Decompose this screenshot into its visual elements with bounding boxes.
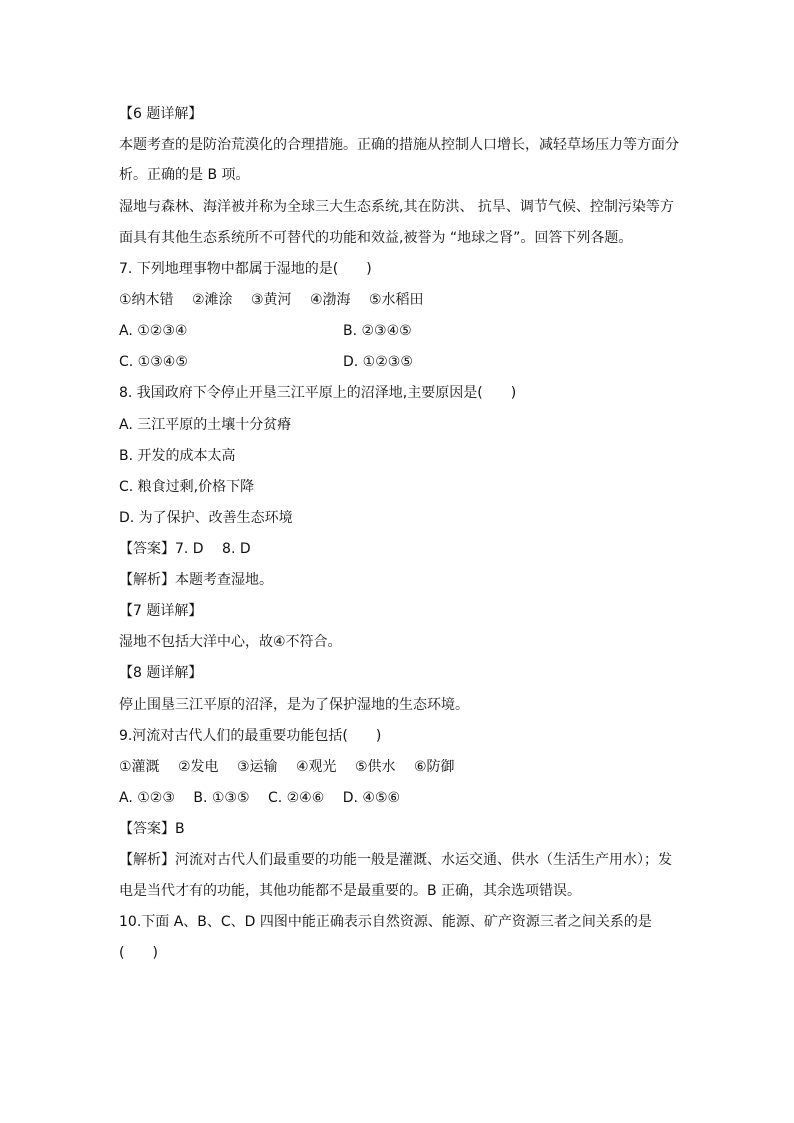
section-heading-q6-explanation: 【6 题详解】 — [119, 106, 203, 122]
question-8-option-a: A. 三江平原的土壤十分贫瘠 — [119, 417, 292, 433]
analysis-9-line-1: 【解析】河流对古代人们最重要的功能一般是灌溉、水运交通、供水（生活生产用水）；发 — [119, 852, 672, 868]
q6-explanation-line-1: 本题考查的是防治荒漠化的合理措施。正确的措施从控制人口增长，减轻草场压力等方面分 — [119, 137, 679, 153]
question-7-option-d: D. ①②③⑤ — [343, 354, 413, 370]
q8-explanation: 停止围垦三江平原的沼泽，是为了保护湿地的生态环境。 — [119, 697, 469, 713]
question-7-items: ①纳木错 ②滩涂 ③黄河 ④渤海 ⑤水稻田 — [119, 292, 424, 308]
wetland-intro-line-1: 湿地与森林、海洋被并称为全球三大生态系统,其在防洪、 抗旱、调节气候、控制污染等方 — [119, 199, 674, 215]
section-heading-q8-explanation: 【8 题详解】 — [119, 665, 203, 681]
question-9-items: ①灌溉 ②发电 ③运输 ④观光 ⑤供水 ⑥防御 — [119, 759, 455, 775]
question-9: 9.河流对古代人们的最重要功能包括( ) — [119, 728, 382, 744]
question-8-option-c: C. 粮食过剩,价格下降 — [119, 479, 255, 495]
question-8-option-b: B. 开发的成本太高 — [119, 448, 236, 464]
question-10: 10.下面 A、B、C、D 四图中能正确表示自然资源、能源、矿产资源三者之间关系的是 — [119, 914, 652, 930]
question-10-bracket: ( ) — [119, 945, 158, 961]
question-8-option-d: D. 为了保护、改善生态环境 — [119, 510, 293, 526]
analysis-9-line-2: 电是当代才有的功能，其他功能都不是最重要的。B 正确，其余选项错误。 — [119, 883, 582, 899]
question-7-option-b: B. ②③④⑤ — [343, 323, 412, 339]
wetland-intro-line-2: 面具有其他生态系统所不可替代的功能和效益,被誉为 “地球之肾”。回答下列各题。 — [119, 230, 633, 246]
question-7: 7. 下列地理事物中都属于湿地的是( ) — [119, 261, 372, 277]
analysis-7-8: 【解析】本题考查湿地。 — [119, 572, 273, 588]
q7-explanation: 湿地不包括大洋中心，故④不符合。 — [119, 634, 342, 650]
answer-7-8: 【答案】7. D 8. D — [119, 541, 251, 557]
question-7-option-a: A. ①②③④ — [119, 323, 188, 339]
section-heading-q7-explanation: 【7 题详解】 — [119, 603, 203, 619]
answer-9: 【答案】B — [119, 821, 185, 837]
question-7-option-c: C. ①③④⑤ — [119, 354, 188, 370]
question-9-options: A. ①②③ B. ①③⑤ C. ②④⑥ D. ④⑤⑥ — [119, 790, 401, 806]
question-8: 8. 我国政府下令停止开垦三江平原上的沼泽地,主要原因是( ) — [119, 385, 517, 401]
q6-explanation-line-2: 析。正确的是 B 项。 — [119, 167, 250, 183]
